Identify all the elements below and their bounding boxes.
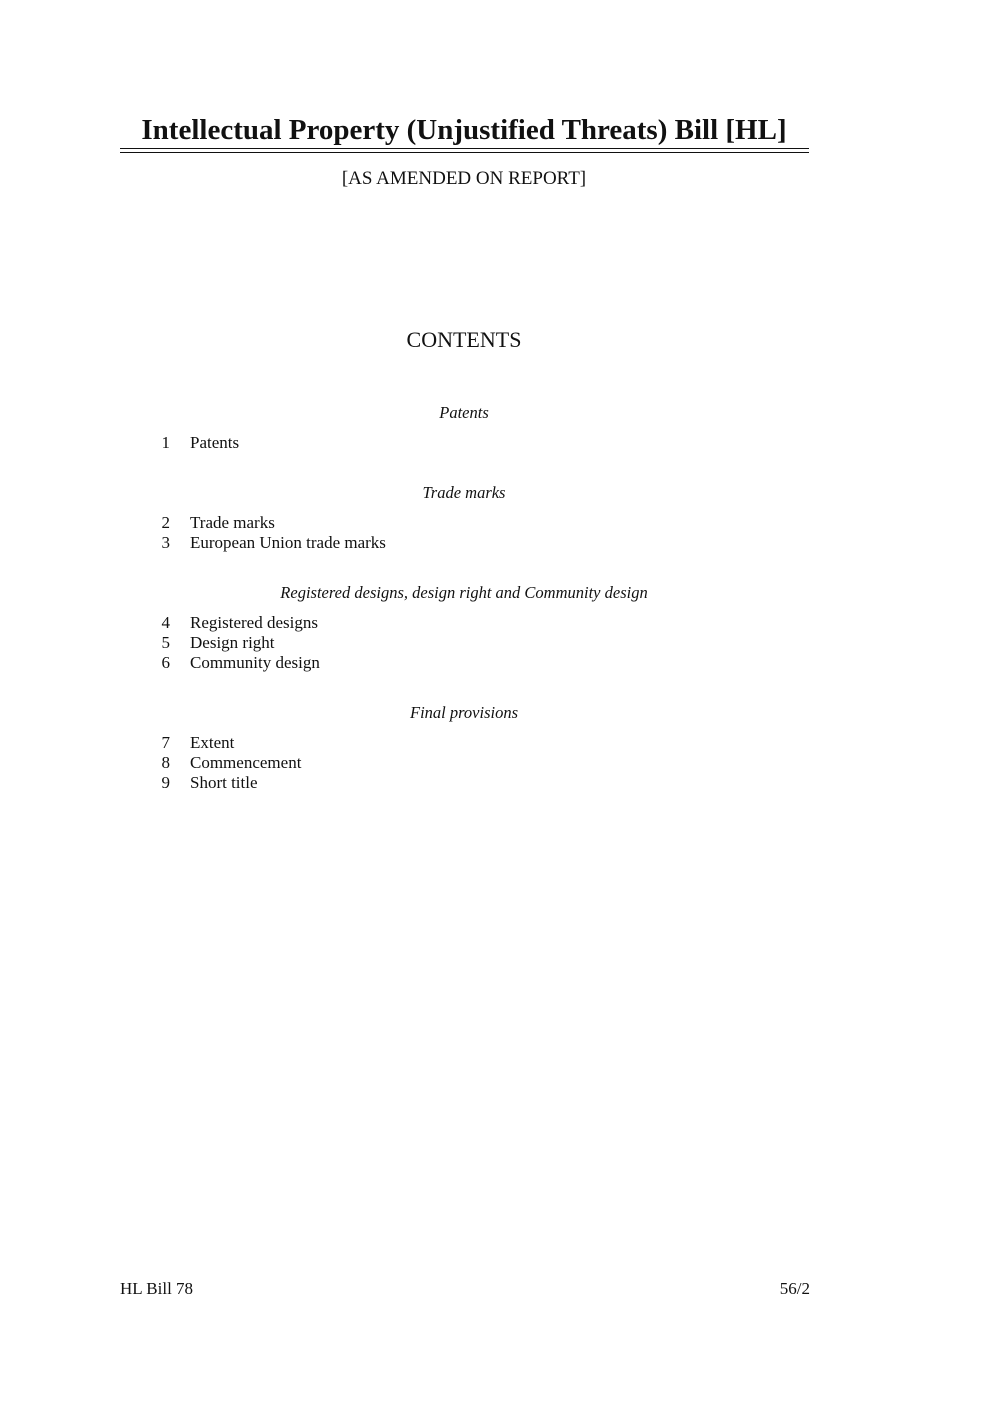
group-heading-registered-designs: Registered designs, design right and Community design [280,583,648,602]
footer-bill-reference: HL Bill 78 [120,1279,194,1298]
item-label: Patents [190,433,240,452]
item-label: Commencement [190,753,302,772]
item-number: 2 [161,513,170,532]
title-rule-top [120,148,809,149]
contents-heading: CONTENTS [406,327,522,352]
item-label: Community design [190,653,320,672]
group-heading-patents: Patents [439,403,489,422]
item-label: Design right [190,633,275,652]
item-label: European Union trade marks [190,533,386,552]
group-heading-final-provisions: Final provisions [409,703,518,722]
item-number: 4 [161,613,170,632]
item-number: 5 [161,633,170,652]
item-number: 7 [161,733,170,752]
item-label: Registered designs [190,613,318,632]
bill-subtitle: [AS AMENDED ON REPORT] [341,168,587,189]
footer-print-reference: 56/2 [779,1279,810,1298]
item-number: 8 [161,753,170,772]
item-number: 6 [161,653,170,672]
bill-title: Intellectual Property (Unjustified Threats) Bill [HL] [141,114,787,146]
item-label: Short title [190,773,258,792]
item-label: Trade marks [190,513,275,532]
item-label: Extent [190,733,235,752]
item-number: 3 [161,533,170,552]
group-heading-trade-marks: Trade marks [422,483,506,502]
item-number: 9 [161,773,170,792]
title-rule-bottom [120,152,809,153]
item-number: 1 [161,433,170,452]
